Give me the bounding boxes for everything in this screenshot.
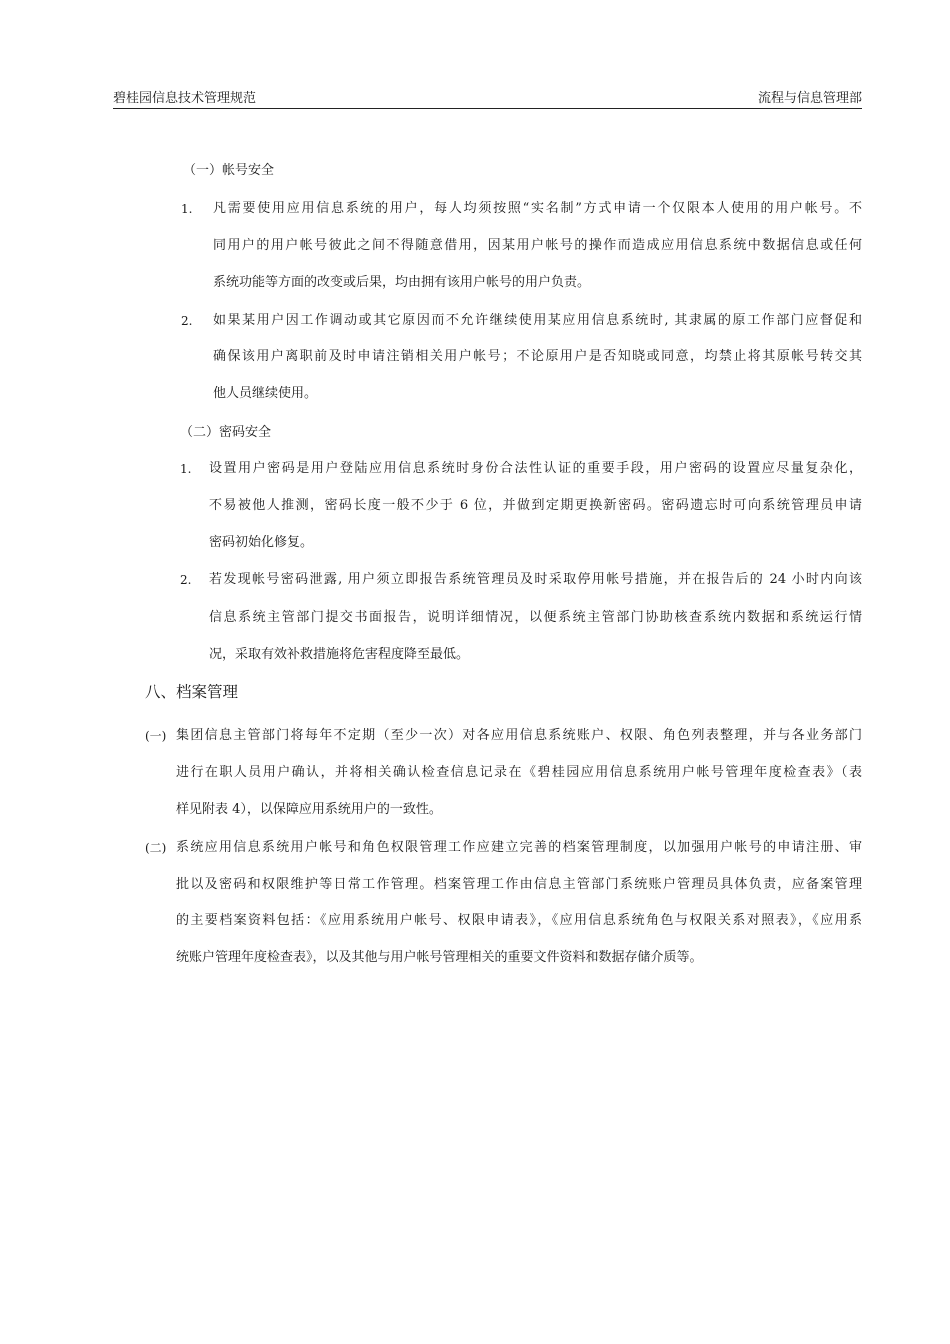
- paragraph-line: 若发现帐号密码泄露, 用户须立即报告系统管理员及时采取停用帐号措施，并在报告后的 24 小时内向该: [209, 572, 862, 587]
- paragraph-line: 信息系统主管部门提交书面报告，说明详细情况，以便系统主管部门协助核查系统内数据和系统运行情: [209, 610, 862, 625]
- paragraph-line: 批以及密码和权限维护等日常工作管理。档案管理工作由信息主管部门系统账户管理员具体负责，应备案管理: [176, 877, 862, 892]
- paragraph-line: 样见附表 4），以保障应用系统用户的一致性。: [176, 802, 442, 817]
- paragraph-line: 系统应用信息系统用户帐号和角色权限管理工作应建立完善的档案管理制度，以加强用户帐号的申请注册、审: [176, 840, 862, 855]
- archive-section-heading: 八、档案管理: [145, 683, 239, 701]
- paragraph-line: 系统功能等方面的改变或后果，均由拥有该用户帐号的用户负责。: [213, 275, 591, 290]
- paragraph-line: 统账户管理年度检查表》，以及其他与用户帐号管理相关的重要文件资料和数据存储介质等。: [176, 950, 703, 965]
- paragraph-line: 不易被他人推测，密码长度一般不少于 6 位，并做到定期更换新密码。密码遗忘时可向系统管理员申请: [209, 498, 862, 513]
- page-header: [113, 92, 862, 109]
- account-security-heading: （一）帐号安全: [183, 163, 275, 178]
- paragraph-line: 他人员继续使用。: [213, 386, 318, 401]
- list-number: 1.: [181, 202, 193, 216]
- paragraph-line: 确保该用户离职前及时申请注销相关用户帐号；不论原用户是否知晓或同意，均禁止将其原帐号转交其: [213, 349, 862, 364]
- paragraph-line: 如果某用户因工作调动或其它原因而不允许继续使用某应用信息系统时, 其隶属的原工作部门应督促和: [213, 313, 862, 328]
- list-number: (一): [145, 729, 167, 743]
- paragraph-line: 密码初始化修复。: [209, 535, 314, 550]
- password-security-heading: （二）密码安全: [180, 425, 272, 440]
- paragraph-line: 同用户的用户帐号彼此之间不得随意借用，因某用户帐号的操作而造成应用信息系统中数据信息或任何: [213, 238, 862, 253]
- header-title: 碧桂园信息技术管理规范: [113, 91, 257, 106]
- paragraph-line: 的主要档案资料包括：《应用系统用户帐号、权限申请表》，《应用信息系统角色与权限关系对照表》，《应用系: [176, 913, 862, 928]
- list-number: 2.: [180, 573, 192, 587]
- list-number: (二): [145, 841, 167, 855]
- paragraph-line: 集团信息主管部门将每年不定期（至少一次）对各应用信息系统账户、权限、角色列表整理，并与各业务部门: [176, 728, 862, 743]
- list-number: 1.: [180, 462, 192, 476]
- paragraph-line: 进行在职人员用户确认，并将相关确认检查信息记录在《碧桂园应用信息系统用户帐号管理年度检查表》（表: [176, 765, 862, 780]
- list-number: 2.: [181, 314, 193, 328]
- paragraph-line: 况，采取有效补救措施将危害程度降至最低。: [209, 647, 470, 662]
- header-department: 流程与信息管理部: [757, 91, 862, 106]
- paragraph-line: 凡需要使用应用信息系统的用户，每人均须按照“实名制”方式申请一个仅限本人使用的用户帐号。不: [213, 201, 862, 216]
- paragraph-line: 设置用户密码是用户登陆应用信息系统时身份合法性认证的重要手段，用户密码的设置应尽量复杂化，: [209, 461, 862, 476]
